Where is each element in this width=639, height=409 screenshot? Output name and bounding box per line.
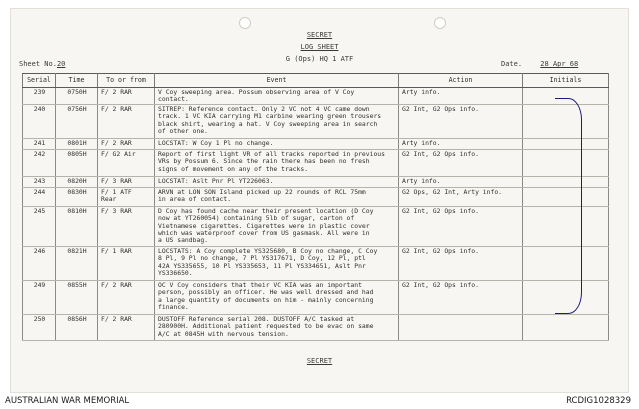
row-time: 0756H: [56, 104, 98, 138]
row-to-from: F/ 2 RAR: [98, 104, 155, 138]
row-event: DUSTOFF Reference serial 208. DUSTOFF A/C tasked at 280900H. Additional patient requested to be evac on same A/C at 0845H with nervous tension.: [155, 314, 399, 340]
sheet-date-value: 28 Apr 68: [540, 60, 579, 68]
row-to-from: F/ G2 Air: [98, 149, 155, 176]
footer-record-id: RCDIG1028329: [566, 396, 631, 406]
initials-bracket-mark: [555, 98, 582, 314]
sheet-number-label: Sheet No.: [19, 60, 57, 68]
row-event: LOCSTATS: A Coy complete YS325680, B Coy no change, C Coy 8 Pl, 9 Pl no change, 7 Pl YS317671, D Coy, 12 Pl, ptl 42A YS335655, 10 Pl YS335653, 11 Pl YS334651, Aslt Pnr YS336650.: [155, 246, 399, 280]
row-serial: 249: [23, 280, 56, 314]
row-event: V Coy sweeping area. Possum observing area of V Coy contact.: [155, 88, 399, 105]
row-time: 0805H: [56, 149, 98, 176]
row-time: 0801H: [56, 138, 98, 149]
table-row: [23, 138, 609, 149]
classification-bottom: SECRET: [306, 357, 333, 365]
row-to-from: F/ 2 RAR: [98, 280, 155, 314]
table-row: [23, 187, 609, 206]
row-serial: 245: [23, 206, 56, 246]
row-action: G2 Int, G2 Ops info.: [399, 280, 523, 314]
row-action: G2 Int, G2 Ops info.: [399, 206, 523, 246]
row-action: [399, 314, 523, 340]
row-event: LOCSTAT: Aslt Pnr Pl YT226063.: [155, 176, 399, 187]
row-event: Report of first light VR of all tracks reported in previous VRs by Possum 6. Since the rain there has been no fresh signs of movement on any of the tracks.: [155, 149, 399, 176]
row-to-from: F/ 2 RAR: [98, 88, 155, 105]
table-row: [23, 88, 609, 105]
table-row: [23, 104, 609, 138]
row-action: G2 Ops, G2 Int, Arty info.: [399, 187, 523, 206]
sheet-date-label: Date.: [501, 60, 523, 68]
table-row: [23, 176, 609, 187]
row-time: 0856H: [56, 314, 98, 340]
row-time: 0830H: [56, 187, 98, 206]
col-serial: Serial: [23, 74, 56, 88]
row-action: G2 Int, G2 Ops info.: [399, 246, 523, 280]
row-serial: 246: [23, 246, 56, 280]
row-serial: 250: [23, 314, 56, 340]
row-action: Arty info.: [399, 138, 523, 149]
log-table-header: [23, 74, 609, 88]
row-action: G2 Int, G2 Ops info.: [399, 104, 523, 138]
footer-source: AUSTRALIAN WAR MEMORIAL: [5, 396, 130, 406]
row-time: 0750H: [56, 88, 98, 105]
row-time: 0855H: [56, 280, 98, 314]
row-serial: 243: [23, 176, 56, 187]
row-serial: 239: [23, 88, 56, 105]
row-time: 0810H: [56, 206, 98, 246]
table-row: [23, 314, 609, 340]
punch-hole-right: [434, 17, 446, 29]
row-serial: 241: [23, 138, 56, 149]
row-to-from: F/ 1 RAR: [98, 246, 155, 280]
row-event: OC V Coy considers that their VC KIA was an important person, possibly an officer. He was well dressed and had a large quantity of documents on him - mainly concerning finance.: [155, 280, 399, 314]
col-action: Action: [399, 74, 523, 88]
row-event: SITREP: Reference contact. Only 2 VC not 4 VC came down track. 1 VC KIA carrying M1 carbine wearing green trousers black shirt, wearing a hat. V Coy sweeping area in search of other one.: [155, 104, 399, 138]
row-time: 0820H: [56, 176, 98, 187]
sheet-date: [501, 60, 578, 68]
col-initials: Initials: [523, 74, 609, 88]
col-to-from: To or from: [98, 74, 155, 88]
row-event: D Coy has found cache near their present location (D Coy now at YT260054) containing 5lb of sugar, carton of Vietnamese cigarettes. Cigarettes were in plastic cover which was waterproof cover from US gasmask. All were in a US sandbag.: [155, 206, 399, 246]
row-action: Arty info.: [399, 176, 523, 187]
row-serial: 242: [23, 149, 56, 176]
row-initials: [523, 314, 609, 340]
row-to-from: F/ 3 RAR: [98, 206, 155, 246]
row-action: Arty info.: [399, 88, 523, 105]
row-serial: 240: [23, 104, 56, 138]
log-title: LOG SHEET: [300, 43, 339, 51]
row-to-from: F/ 3 RAR: [98, 176, 155, 187]
row-action: G2 Int, G2 Ops info.: [399, 149, 523, 176]
table-row: [23, 246, 609, 280]
table-row: [23, 149, 609, 176]
unit-name: G (Ops) HQ 1 ATF: [285, 55, 354, 63]
row-time: 0821H: [56, 246, 98, 280]
col-time: Time: [56, 74, 98, 88]
row-to-from: F/ 1 ATF Rear: [98, 187, 155, 206]
table-row: [23, 206, 609, 246]
row-to-from: F/ 2 RAR: [98, 314, 155, 340]
log-table: [22, 73, 609, 341]
row-event: ARVN at LON SON Island picked up 22 rounds of RCL 75mm in area of contact.: [155, 187, 399, 206]
row-to-from: F/ 2 RAR: [98, 138, 155, 149]
sheet-number: [19, 60, 65, 68]
row-event: LOCSTAT: W Coy 1 Pl no change.: [155, 138, 399, 149]
row-serial: 244: [23, 187, 56, 206]
sheet-number-value: 20: [56, 60, 66, 68]
col-event: Event: [155, 74, 399, 88]
table-row: [23, 280, 609, 314]
punch-hole-left: [239, 17, 251, 29]
classification-top: SECRET: [306, 31, 333, 39]
